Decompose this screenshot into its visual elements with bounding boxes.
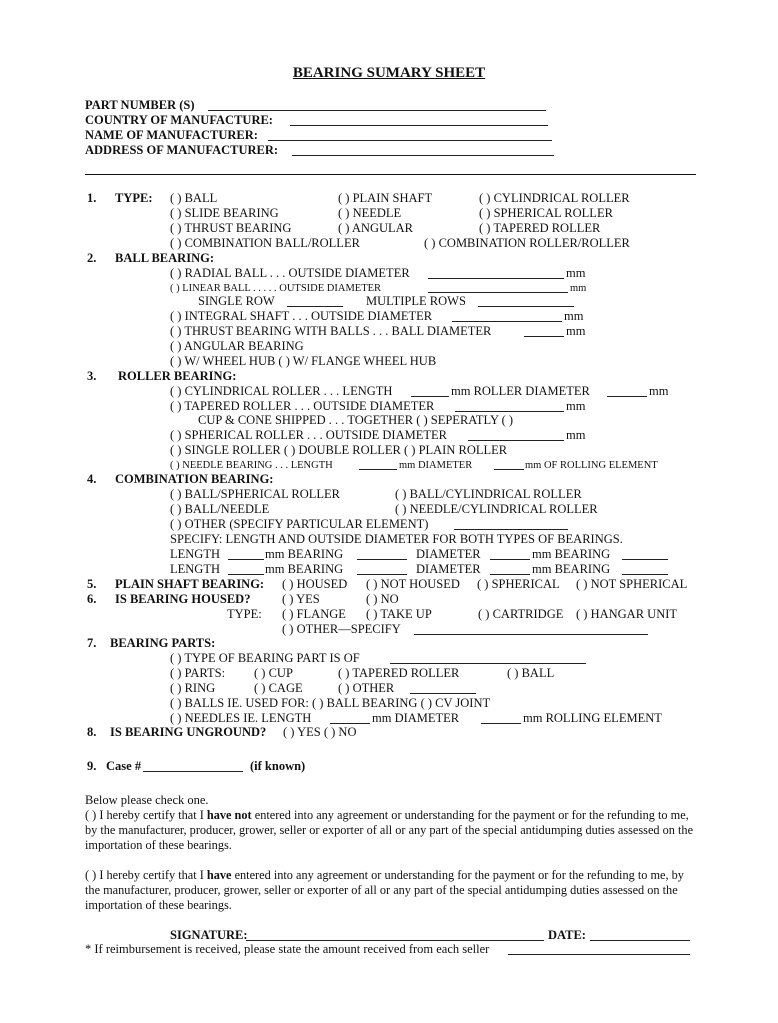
tapered-od-field[interactable] bbox=[455, 411, 564, 412]
option-not-spherical[interactable]: ( ) NOT SPHERICAL bbox=[576, 577, 688, 591]
section-number: 6. bbox=[87, 592, 97, 606]
other-housing-field[interactable] bbox=[414, 634, 648, 635]
option-other-specify[interactable]: ( ) OTHER—SPECIFY bbox=[282, 622, 401, 636]
option-single-double-plain-roller[interactable]: ( ) SINGLE ROLLER ( ) DOUBLE ROLLER ( ) PLAIN ROLLER bbox=[170, 443, 508, 457]
cert-text: entered into any agreement or understanding for the payment or for the refunding to me, by the manufacturer, producer, grower, seller or exporter of all or any part of the special antidumping duties assessed on the importation of these bearings. bbox=[85, 808, 694, 852]
section-combination-label: COMBINATION BEARING: bbox=[115, 472, 274, 486]
section-number: 5. bbox=[87, 577, 97, 591]
needles-diameter-field[interactable] bbox=[481, 723, 521, 724]
combo-bearing-3-field[interactable] bbox=[357, 574, 407, 575]
thrust-balls-field[interactable] bbox=[524, 336, 564, 337]
manufacturer-name-label: NAME OF MANUFACTURER: bbox=[85, 128, 258, 142]
specify-text: SPECIFY: LENGTH AND OUTSIDE DIAMETER FOR BOTH TYPES OF BEARINGS. bbox=[170, 532, 623, 546]
option-unground-yes-no[interactable]: ( ) YES ( ) NO bbox=[283, 725, 357, 739]
signature-label: SIGNATURE: bbox=[170, 928, 248, 942]
combo-diameter-1-field[interactable] bbox=[490, 559, 530, 560]
bearing-label: mm BEARING bbox=[532, 547, 611, 561]
page-title: BEARING SUMARY SHEET bbox=[292, 65, 486, 81]
date-label: DATE: bbox=[548, 928, 586, 942]
section-unground-label: IS BEARING UNGROUND? bbox=[110, 725, 267, 739]
cert-text: ( ) I hereby certify that I bbox=[85, 808, 207, 822]
multiple-rows-label: MULTIPLE ROWS bbox=[366, 294, 466, 308]
needle-diameter-label: mm DIAMETER bbox=[399, 460, 473, 471]
option-ball-cylindrical[interactable]: ( ) BALL/CYLINDRICAL ROLLER bbox=[395, 487, 582, 501]
rolling-element-label: mm OF ROLLING ELEMENT bbox=[525, 460, 658, 471]
section-roller-bearing-label: ROLLER BEARING: bbox=[118, 369, 237, 383]
case-number-label: Case # bbox=[106, 759, 142, 773]
option-hangar-unit[interactable]: ( ) HANGAR UNIT bbox=[576, 607, 678, 621]
section-number: 7. bbox=[87, 636, 97, 650]
option-yes[interactable]: ( ) YES bbox=[282, 592, 320, 606]
option-combination-ball-roller[interactable]: ( ) COMBINATION BALL/ROLLER bbox=[170, 236, 360, 250]
option-slide-bearing[interactable]: ( ) SLIDE BEARING bbox=[170, 206, 279, 220]
cert-text: ( ) I hereby certify that I bbox=[85, 868, 207, 882]
single-row-label: SINGLE ROW bbox=[198, 294, 275, 308]
unit-label: mm bbox=[566, 266, 586, 280]
option-thrust-bearing[interactable]: ( ) THRUST BEARING bbox=[170, 221, 292, 235]
cylindrical-length-field[interactable] bbox=[411, 396, 449, 397]
section-number: 2. bbox=[87, 251, 97, 265]
option-take-up[interactable]: ( ) TAKE UP bbox=[366, 607, 432, 621]
option-ball-spherical[interactable]: ( ) BALL/SPHERICAL ROLLER bbox=[170, 487, 341, 501]
roller-diameter-field[interactable] bbox=[607, 396, 647, 397]
integral-shaft-field[interactable] bbox=[452, 321, 562, 322]
option-angular-bearing[interactable]: ( ) ANGULAR BEARING bbox=[170, 339, 304, 353]
manufacturer-address-label: ADDRESS OF MANUFACTURER: bbox=[85, 143, 279, 157]
housing-type-label: TYPE: bbox=[227, 607, 262, 621]
reimbursement-note: * If reimbursement is received, please state the amount received from each seller bbox=[85, 942, 490, 956]
combo-bearing-4-field[interactable] bbox=[622, 574, 668, 575]
manufacturer-address-field[interactable] bbox=[292, 155, 554, 156]
bearing-label: mm BEARING bbox=[532, 562, 611, 576]
option-angular[interactable]: ( ) ANGULAR bbox=[338, 221, 413, 235]
option-tapered-roller-part[interactable]: ( ) TAPERED ROLLER bbox=[338, 666, 460, 680]
combo-length-2-field[interactable] bbox=[228, 574, 264, 575]
needles-diameter-label: mm DIAMETER bbox=[372, 711, 460, 725]
needles-length-field[interactable] bbox=[330, 723, 370, 724]
option-wheel-hub[interactable]: ( ) W/ WHEEL HUB ( ) W/ FLANGE WHEEL HUB bbox=[170, 354, 437, 368]
if-known-label: (if known) bbox=[250, 759, 306, 773]
option-type-of-part[interactable]: ( ) TYPE OF BEARING PART IS OF bbox=[170, 651, 360, 665]
option-spherical[interactable]: ( ) SPHERICAL bbox=[477, 577, 560, 591]
multiple-rows-field[interactable] bbox=[478, 306, 574, 307]
spherical-od-field[interactable] bbox=[468, 440, 564, 441]
option-cage[interactable]: ( ) CAGE bbox=[254, 681, 303, 695]
reimbursement-field[interactable] bbox=[508, 954, 690, 955]
option-radial-ball[interactable]: ( ) RADIAL BALL . . . OUTSIDE DIAMETER bbox=[170, 266, 410, 280]
part-number-field[interactable] bbox=[208, 110, 546, 111]
option-integral-shaft[interactable]: ( ) INTEGRAL SHAFT . . . OUTSIDE DIAMETER bbox=[170, 309, 433, 323]
needle-length-field[interactable] bbox=[359, 469, 397, 470]
option-no[interactable]: ( ) NO bbox=[366, 592, 399, 606]
unit-label: mm bbox=[566, 399, 586, 413]
radial-ball-field[interactable] bbox=[428, 278, 564, 279]
option-housed[interactable]: ( ) HOUSED bbox=[282, 577, 348, 591]
option-tapered-roller-od[interactable]: ( ) TAPERED ROLLER . . . OUTSIDE DIAMETER bbox=[170, 399, 435, 413]
linear-ball-field[interactable] bbox=[428, 292, 568, 293]
option-other-element[interactable]: ( ) OTHER (SPECIFY PARTICULAR ELEMENT) bbox=[170, 517, 429, 531]
roller-diameter-label: mm ROLLER DIAMETER bbox=[451, 384, 590, 398]
section-number: 1. bbox=[87, 191, 97, 205]
part-number-label: PART NUMBER (S) bbox=[85, 98, 195, 112]
cert-text: entered into any agreement or understanding for the payment or for the refunding to me, by the manufacturer, producer, grower, seller or exporter of all or any part of the special antidumping duties assessed on the importation of these bearings. bbox=[85, 868, 684, 912]
unit-label: mm bbox=[564, 309, 584, 323]
option-cartridge[interactable]: ( ) CARTRIDGE bbox=[478, 607, 564, 621]
cup-cone-shipped[interactable]: CUP & CONE SHIPPED . . . TOGETHER ( ) SEPERATLY ( ) bbox=[198, 413, 514, 427]
combo-length-1-field[interactable] bbox=[228, 559, 264, 560]
section-number: 9. bbox=[87, 759, 97, 773]
diameter-label: DIAMETER bbox=[416, 562, 481, 576]
option-linear-ball[interactable]: ( ) LINEAR BALL . . . . . OUTSIDE DIAMETER bbox=[170, 283, 382, 294]
manufacturer-name-field[interactable] bbox=[268, 140, 552, 141]
country-field[interactable] bbox=[290, 125, 548, 126]
other-element-field[interactable] bbox=[454, 529, 568, 530]
combo-bearing-1-field[interactable] bbox=[357, 559, 407, 560]
certification-not-entered[interactable] bbox=[85, 808, 695, 853]
option-needle[interactable]: ( ) NEEDLE bbox=[338, 206, 402, 220]
option-flange[interactable]: ( ) FLANGE bbox=[282, 607, 346, 621]
certification-entered[interactable] bbox=[85, 868, 695, 913]
option-needle-bearing[interactable]: ( ) NEEDLE BEARING . . . LENGTH bbox=[170, 460, 333, 471]
section-type-label: TYPE: bbox=[115, 191, 153, 205]
unit-label: mm bbox=[649, 384, 669, 398]
option-ball-needle[interactable]: ( ) BALL/NEEDLE bbox=[170, 502, 270, 516]
option-not-housed[interactable]: ( ) NOT HOUSED bbox=[366, 577, 460, 591]
bearing-label: mm BEARING bbox=[265, 562, 344, 576]
combo-bearing-2-field[interactable] bbox=[622, 559, 668, 560]
case-number-field[interactable] bbox=[143, 771, 243, 772]
needle-diameter-field[interactable] bbox=[494, 469, 524, 470]
unit-label: mm bbox=[566, 428, 586, 442]
option-needles-length[interactable]: ( ) NEEDLES IE. LENGTH bbox=[170, 711, 312, 725]
diameter-label: DIAMETER bbox=[416, 547, 481, 561]
bearing-label: mm BEARING bbox=[265, 547, 344, 561]
length-label: LENGTH bbox=[170, 562, 220, 576]
option-ball[interactable]: ( ) BALL bbox=[170, 191, 218, 205]
cert-emphasis: have not bbox=[206, 808, 252, 822]
country-label: COUNTRY OF MANUFACTURE: bbox=[85, 113, 273, 127]
divider bbox=[85, 174, 696, 175]
signature-field[interactable] bbox=[246, 940, 544, 941]
option-spherical-roller[interactable]: ( ) SPHERICAL ROLLER bbox=[479, 206, 613, 220]
type-of-part-field[interactable] bbox=[390, 663, 586, 664]
unit-label: mm bbox=[566, 324, 586, 338]
unit-label: mm bbox=[570, 283, 587, 294]
length-label: LENGTH bbox=[170, 547, 220, 561]
option-other-part[interactable]: ( ) OTHER bbox=[338, 681, 395, 695]
option-balls-used-for[interactable]: ( ) BALLS IE. USED FOR: ( ) BALL BEARING ( ) CV JOINT bbox=[170, 696, 491, 710]
check-one-text: Below please check one. bbox=[85, 793, 209, 807]
section-bearing-parts-label: BEARING PARTS: bbox=[110, 636, 216, 650]
date-field[interactable] bbox=[590, 940, 690, 941]
option-thrust-balls[interactable]: ( ) THRUST BEARING WITH BALLS . . . BALL DIAMETER bbox=[170, 324, 492, 338]
option-ball-part[interactable]: ( ) BALL bbox=[507, 666, 555, 680]
section-housed-label: IS BEARING HOUSED? bbox=[115, 592, 251, 606]
single-row-field[interactable] bbox=[287, 306, 343, 307]
section-ball-bearing-label: BALL BEARING: bbox=[115, 251, 214, 265]
section-number: 3. bbox=[87, 369, 97, 383]
option-ring[interactable]: ( ) RING bbox=[170, 681, 216, 695]
section-number: 8. bbox=[87, 725, 97, 739]
section-number: 4. bbox=[87, 472, 97, 486]
option-spherical-roller-od[interactable]: ( ) SPHERICAL ROLLER . . . OUTSIDE DIAMETER bbox=[170, 428, 447, 442]
rolling-element-label: mm ROLLING ELEMENT bbox=[523, 711, 662, 725]
option-cylindrical-roller[interactable]: ( ) CYLINDRICAL ROLLER bbox=[479, 191, 630, 205]
option-plain-shaft[interactable]: ( ) PLAIN SHAFT bbox=[338, 191, 433, 205]
combo-diameter-2-field[interactable] bbox=[490, 574, 530, 575]
option-cup[interactable]: ( ) CUP bbox=[254, 666, 293, 680]
option-needle-cylindrical[interactable]: ( ) NEEDLE/CYLINDRICAL ROLLER bbox=[395, 502, 598, 516]
option-parts[interactable]: ( ) PARTS: bbox=[170, 666, 226, 680]
option-cylindrical-roller-length[interactable]: ( ) CYLINDRICAL ROLLER . . . LENGTH bbox=[170, 384, 393, 398]
option-combination-roller-roller[interactable]: ( ) COMBINATION ROLLER/ROLLER bbox=[424, 236, 630, 250]
cert-emphasis: have bbox=[206, 868, 232, 882]
option-tapered-roller[interactable]: ( ) TAPERED ROLLER bbox=[479, 221, 601, 235]
other-part-field[interactable] bbox=[410, 693, 476, 694]
section-plain-shaft-label: PLAIN SHAFT BEARING: bbox=[115, 577, 265, 591]
